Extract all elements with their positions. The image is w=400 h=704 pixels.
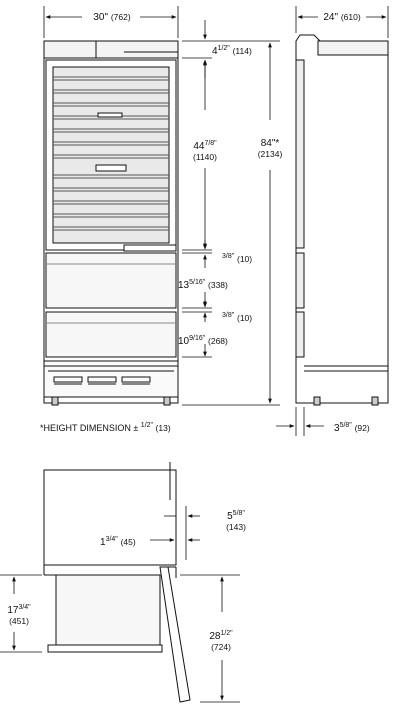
door-thickness-label <box>334 420 370 434</box>
hinge-offset-whole: 1 <box>100 537 106 548</box>
side-foot-front <box>314 397 320 405</box>
depth-metric: (610) <box>340 12 361 22</box>
open-door-swing <box>160 567 190 702</box>
top-grille-frac: 1/2" <box>217 45 230 52</box>
depth-imperial: 24" <box>323 12 339 23</box>
top-grille-label <box>212 43 252 57</box>
top-grille-metric: (114) <box>232 46 252 56</box>
upper-drawer <box>46 253 176 308</box>
note-frac: 1/2" <box>140 422 154 429</box>
width-imperial: 30" <box>93 12 109 23</box>
door-label-plate <box>98 113 122 117</box>
drawer-1-whole: 13 <box>178 280 190 291</box>
door-height-whole: 44 <box>193 141 205 152</box>
hinge-offset-frac: 3/4" <box>105 536 118 543</box>
door-thickness-frac: 5/8" <box>339 422 352 429</box>
overall-height-imperial: 84"* <box>260 138 280 149</box>
door-height-label <box>180 138 230 163</box>
drawer-1-metric: (338) <box>208 280 228 290</box>
front-view <box>44 41 178 405</box>
side-cabinet-outline <box>296 35 388 403</box>
front-foot-right <box>164 397 170 405</box>
door-thickness-metric: (92) <box>354 423 370 433</box>
side-foot-rear <box>372 397 378 405</box>
door-thickness-whole: 3 <box>334 423 340 434</box>
gap-1-frac: 3/8" <box>222 253 235 260</box>
front-width-label <box>86 12 138 23</box>
door-open-depth-label <box>196 628 246 653</box>
drawer-depth-frac: 3/4" <box>18 604 31 611</box>
lower-drawer <box>46 312 176 357</box>
overall-height-metric: (2134) <box>257 149 283 159</box>
hinge-offset-label <box>100 534 136 548</box>
drawer-depth-open-label <box>0 602 38 627</box>
top-grille-whole: 4 <box>212 46 218 57</box>
note-metric: (13) <box>155 423 171 433</box>
swing-clearance-frac: 5/8" <box>232 510 245 517</box>
drawer-1-label <box>178 277 228 291</box>
top-view <box>44 462 190 702</box>
swing-clearance-whole: 5 <box>227 511 233 522</box>
door-open-depth-metric: (724) <box>211 642 231 652</box>
side-depth-label <box>318 12 366 23</box>
height-tolerance-note <box>40 420 171 434</box>
door-open-depth-whole: 28 <box>209 631 221 642</box>
door-height-metric: (1140) <box>193 152 217 162</box>
gap-1-label <box>222 251 252 265</box>
door-height-frac: 7/8" <box>204 140 217 147</box>
gap-2-frac: 3/8" <box>222 312 235 319</box>
gap-2-label <box>222 310 252 324</box>
gap-1-metric: (10) <box>237 254 253 264</box>
note-prefix: *HEIGHT DIMENSION ± <box>40 423 141 433</box>
gap-2-metric: (10) <box>237 313 253 323</box>
swing-clearance-metric: (143) <box>226 522 246 532</box>
drawer-2-whole: 10 <box>178 336 190 347</box>
hinge-offset-metric: (45) <box>120 537 136 547</box>
width-metric: (762) <box>110 12 131 22</box>
door-swing-clearance-label <box>212 508 260 533</box>
door-open-depth-frac: 1/2" <box>220 630 233 637</box>
drawer-2-label <box>178 333 228 347</box>
open-drawer <box>56 575 160 645</box>
drawer-depth-whole: 17 <box>7 605 19 616</box>
door-handle <box>96 165 126 171</box>
side-view <box>296 35 388 405</box>
front-foot-left <box>52 397 58 405</box>
top-grille <box>44 41 178 58</box>
drawer-1-frac: 5/16" <box>189 279 206 286</box>
overall-height-label <box>246 138 294 160</box>
top-view-cabinet <box>44 470 176 565</box>
drawer-2-frac: 9/16" <box>189 335 206 342</box>
side-door-profile <box>296 60 304 248</box>
drawer-2-metric: (268) <box>208 336 228 346</box>
drawer-depth-metric: (451) <box>9 616 29 626</box>
